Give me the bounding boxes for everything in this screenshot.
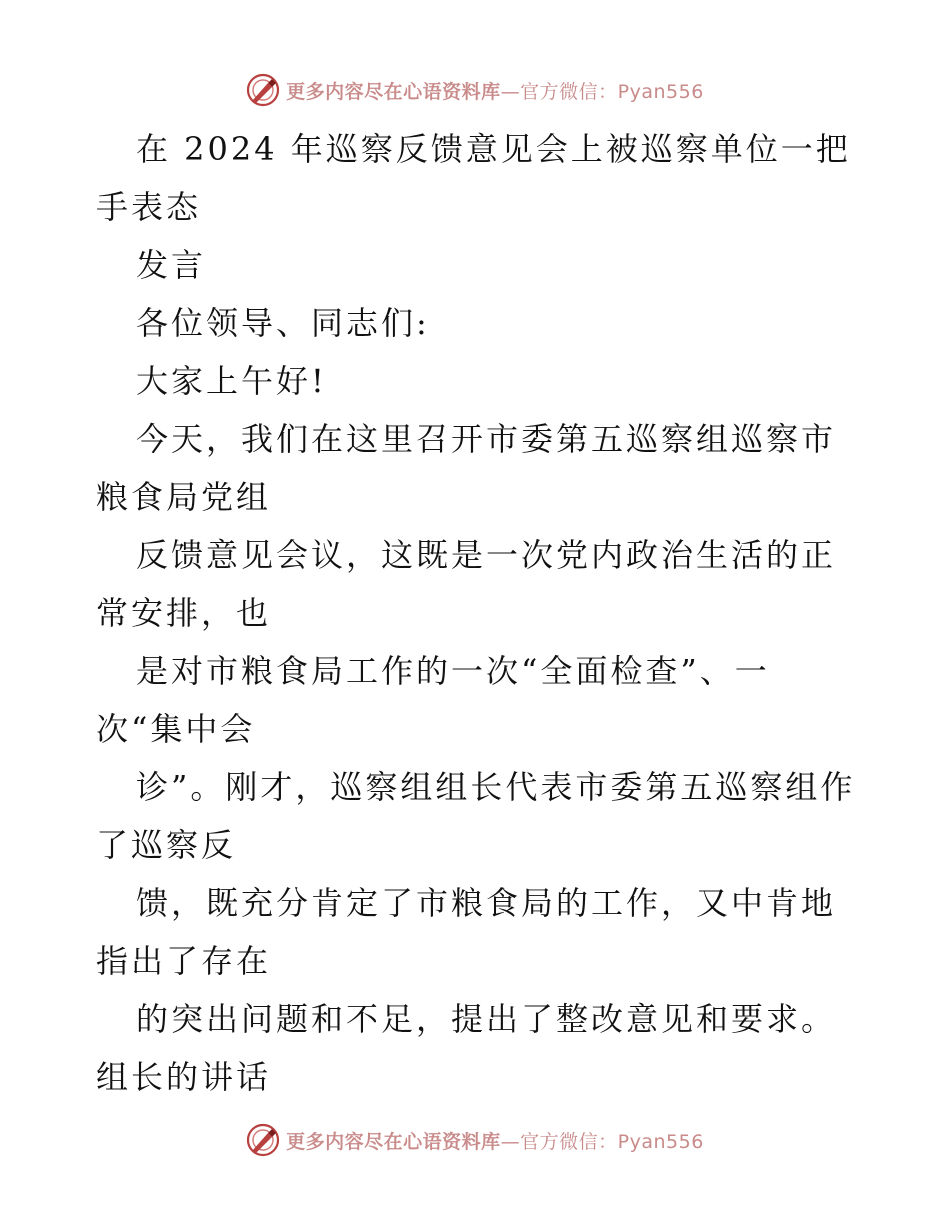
document-line: 大家上午好! xyxy=(136,362,327,400)
document-line: 的突出问题和不足，提出了整改意见和要求。组长的讲话 xyxy=(96,1000,837,1096)
watermark-text: 更多内容尽在心语资料库—官方微信：Pyan556 xyxy=(286,80,704,103)
document-line: 是对市粮食局工作的一次“全面检查”、一次“集中会 xyxy=(96,652,770,748)
document-line: 各位领导、同志们: xyxy=(136,304,430,342)
pen-logo-icon xyxy=(246,1123,280,1157)
document-body xyxy=(96,120,856,1106)
watermark-text: 更多内容尽在心语资料库—官方微信：Pyan556 xyxy=(286,1130,704,1153)
document-line: 诊”。刚才，巡察组组长代表市委第五巡察组作了巡察反 xyxy=(96,768,856,864)
document-line: 在 2024 年巡察反馈意见会上被巡察单位一把手表态 xyxy=(96,130,851,226)
header-watermark xyxy=(0,70,950,110)
footer-watermark xyxy=(0,1120,950,1160)
document-line: 发言 xyxy=(136,246,207,284)
document-line: 馈，既充分肯定了市粮食局的工作，又中肯地指出了存在 xyxy=(96,884,837,980)
pen-logo-icon xyxy=(246,73,280,107)
document-line: 今天，我们在这里召开市委第五巡察组巡察市粮食局党组 xyxy=(96,420,837,516)
document-line: 反馈意见会议，这既是一次党内政治生活的正常安排，也 xyxy=(96,536,837,632)
